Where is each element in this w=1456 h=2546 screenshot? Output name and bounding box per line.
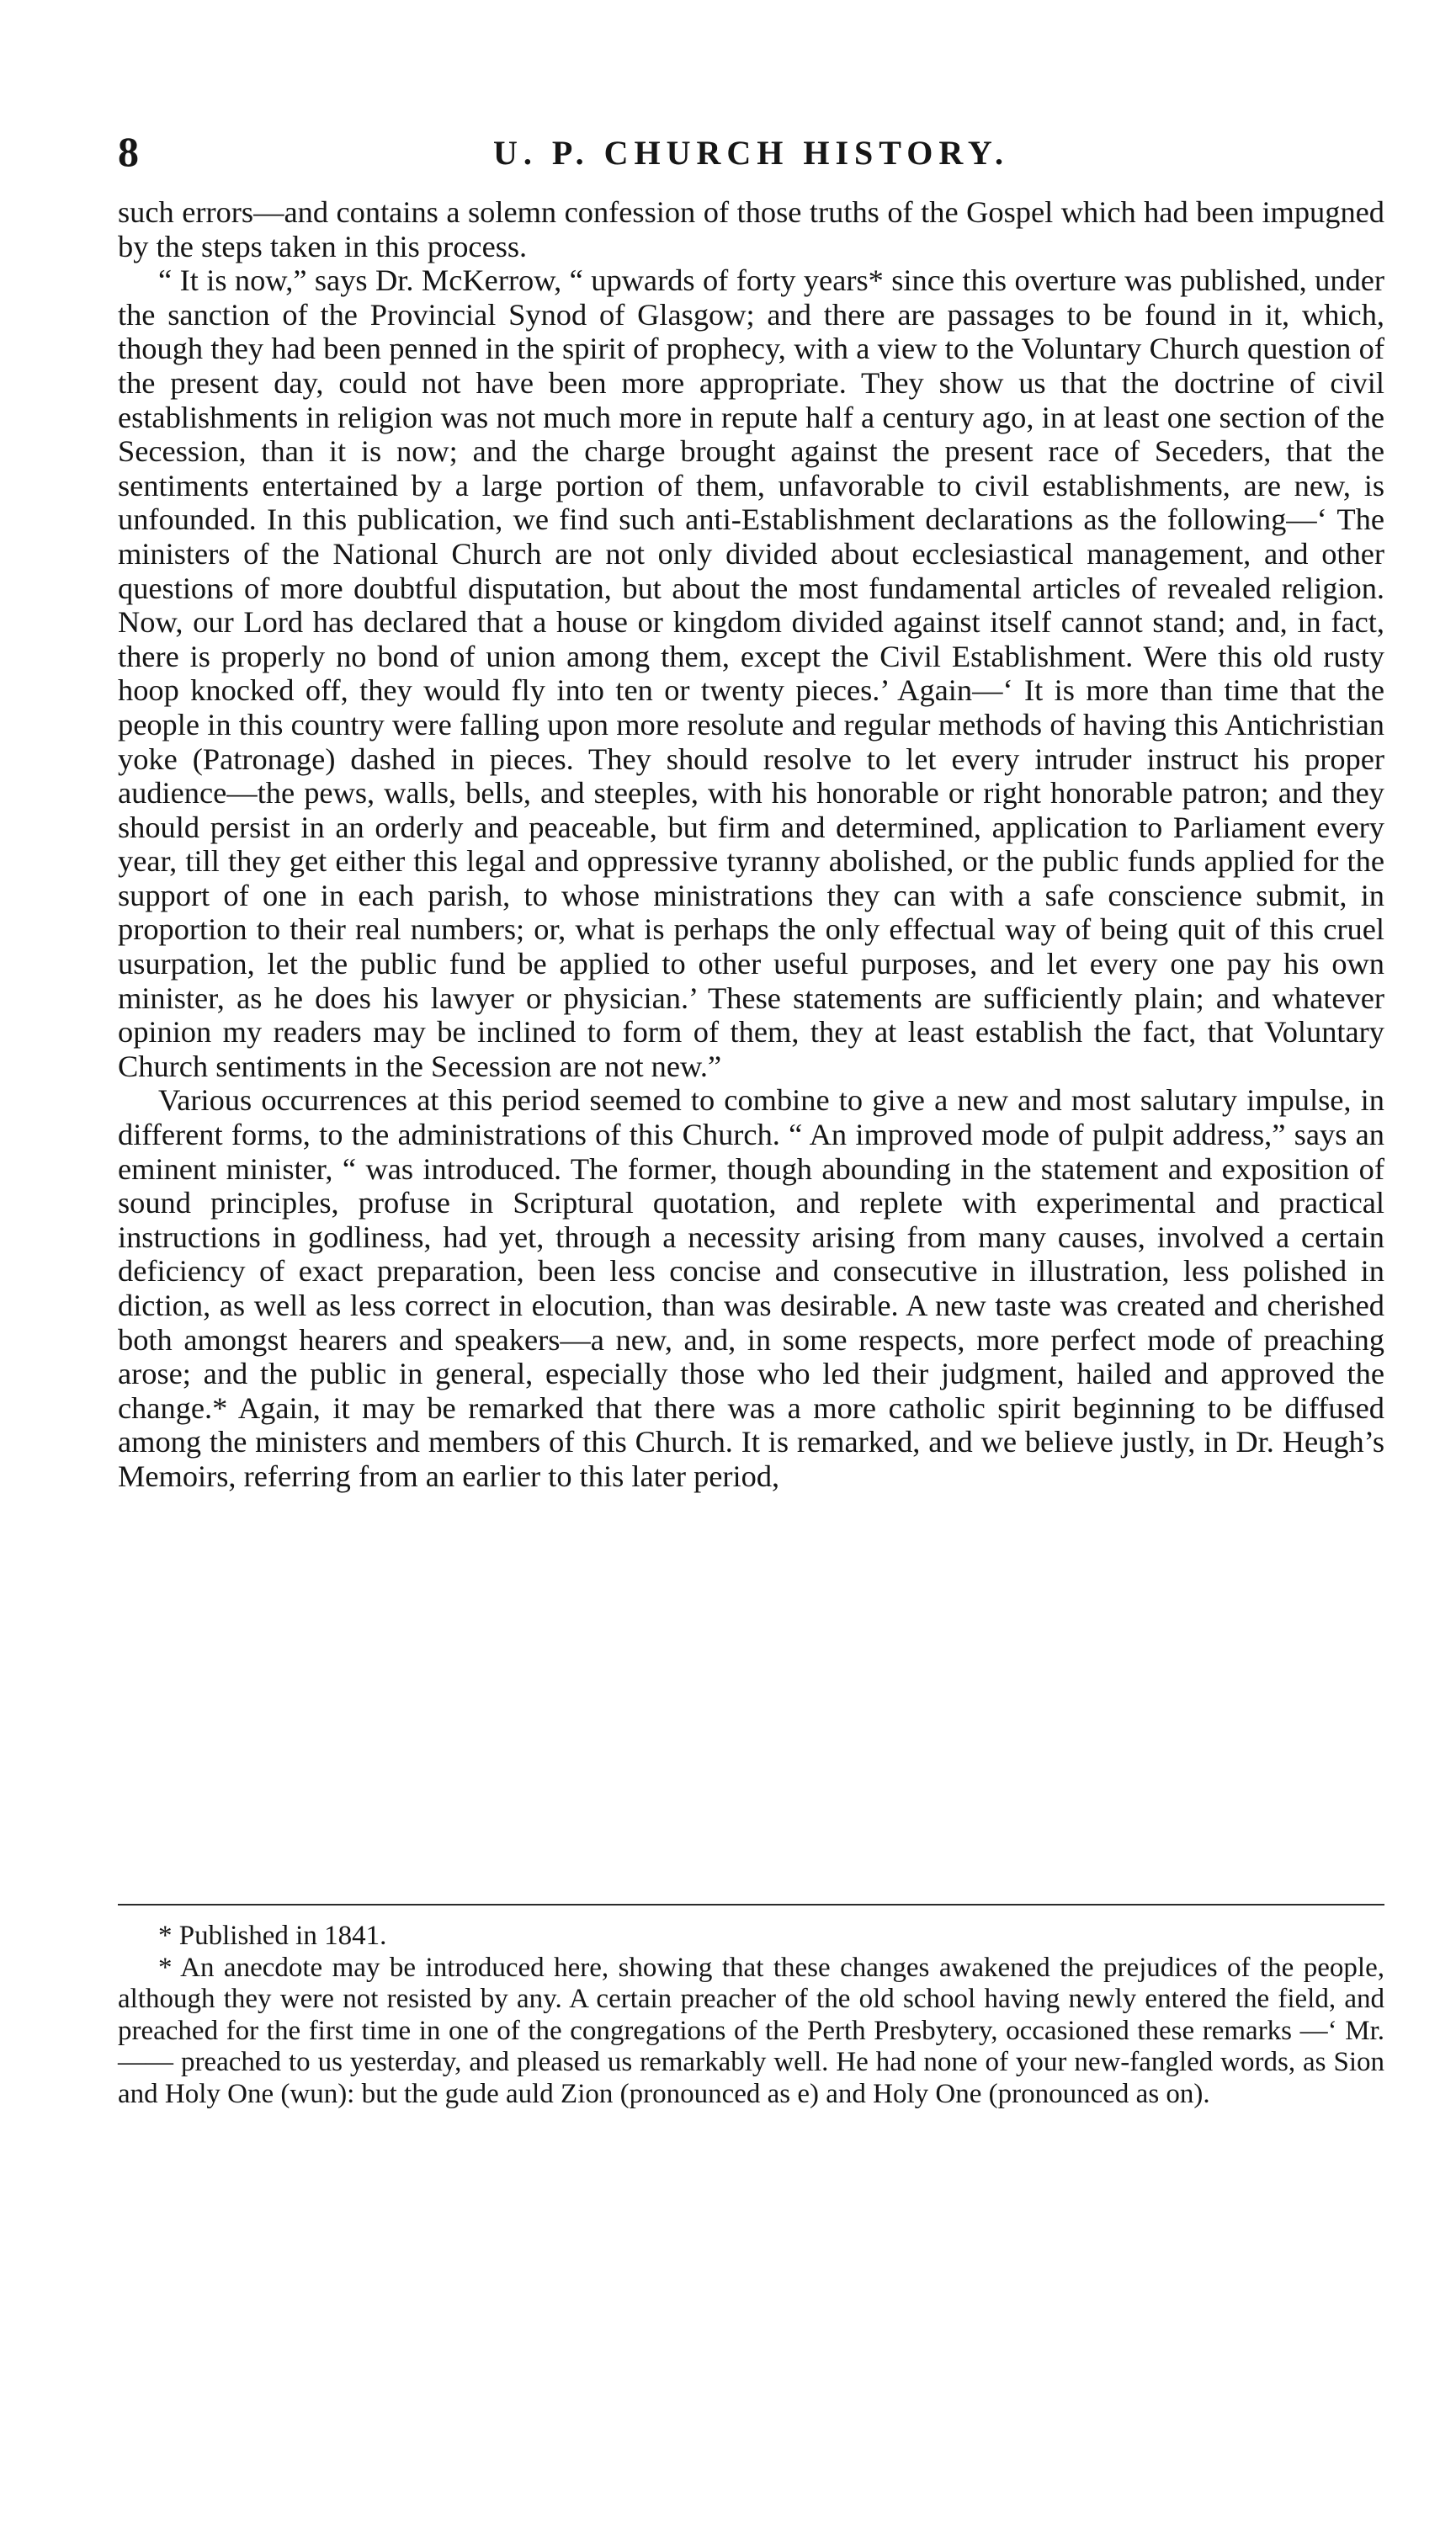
footnote: * An anecdote may be introduced here, showing that these changes awakened the prejudices of the people, although they were not resisted by any. A certain preacher of the old school having newly entered the field, and preached for the first time in one of the congregations of the Perth Presbytery, occasioned these remarks —‘ Mr. —— preached to us yesterday, and pleased us remarkably well. He had none of your new-fangled words, as Sion and Holy One (wun): but the gude auld Zion (pronounced as e) and Holy One (pronounced as on). bbox=[118, 1952, 1384, 2109]
footnote: * Published in 1841. bbox=[158, 1921, 387, 1951]
page-number: 8 bbox=[118, 128, 139, 175]
body-text bbox=[118, 195, 1384, 1494]
footnotes bbox=[118, 1921, 1384, 2110]
body-paragraph: such errors—and contains a solemn confession of those truths of the Gospel which had been impugned by the steps taken in this process. bbox=[118, 195, 1384, 263]
page-header bbox=[118, 126, 1384, 185]
running-head: U. P. CHURCH HISTORY. bbox=[492, 134, 1010, 172]
body-paragraph: Various occurrences at this period seemed to combine to give a new and most salutary impulse, in different forms, to the administrations of this Church. “ An improved mode of pulpit address,” says an eminent minister, “ was introduced. The former, though abounding in the statement and exposition of sound principles, profuse in Scriptural quotation, and replete with experimental and practical instructions in godliness, had yet, through a necessity arising from many causes, involved a certain deficiency of exact preparation, been less concise and consecutive in illustration, less polished in diction, as well as less correct in elocution, than was desirable. A new taste was created and cherished both amongst hearers and speakers—a new, and, in some respects, more perfect mode of preaching arose; and the public in general, especially those who led their judgment, hailed and approved the change.* Again, it may be remarked that there was a more catholic spirit beginning to be diffused among the ministers and members of this Church. It is remarked, and we believe justly, in Dr. Heugh’s Memoirs, referring from an earlier to this later period, bbox=[118, 1083, 1384, 1493]
footnote-divider bbox=[118, 1904, 1384, 1906]
body-paragraph: “ It is now,” says Dr. McKerrow, “ upwards of forty years* since this overture was published, under the sanction of the Provincial Synod of Glasgow; and there are passages to be found in it, which, though they had been penned in the spirit of prophecy, with a view to the Voluntary Church question of the present day, could not have been more appropriate. They show us that the doctrine of civil establishments in religion was not much more in repute half a century ago, in at least one section of the Secession, than it is now; and the charge brought against the present race of Seceders, that the sentiments entertained by a large portion of them, unfavorable to civil establishments, are new, is unfounded. In this publication, we find such anti-Establishment declarations as the following—‘ The ministers of the National Church are not only divided about ecclesiastical management, and other questions of more doubtful disputation, but about the most fundamental articles of revealed religion. Now, our Lord has declared that a house or kingdom divided against itself cannot stand; and, in fact, there is properly no bond of union among them, except the Civil Establishment. Were this old rusty hoop knocked off, they would fly into ten or twenty pieces.’ Again—‘ It is more than time that the people in this country were falling upon more resolute and regular methods of having this Antichristian yoke (Patronage) dashed in pieces. They should resolve to let every intruder instruct his proper audience—the pews, walls, bells, and steeples, with his honorable or right honorable patron; and they should persist in an orderly and peaceable, but firm and determined, application to Parliament every year, till they get either this legal and oppressive tyranny abolished, or the public funds applied for the support of one in each parish, to whose ministrations they can with a safe conscience submit, in proportion to their real numbers; or, what is perhaps the only effectual way of being quit of this cruel usurpation, let the public fund be applied to other useful purposes, and let every one pay his own minister, as he does his lawyer or physician.’ These statements are sufficiently plain; and whatever opinion my readers may be inclined to form of them, they at least establish the fact, that Voluntary Church sentiments in the Secession are not new.” bbox=[118, 263, 1384, 1083]
